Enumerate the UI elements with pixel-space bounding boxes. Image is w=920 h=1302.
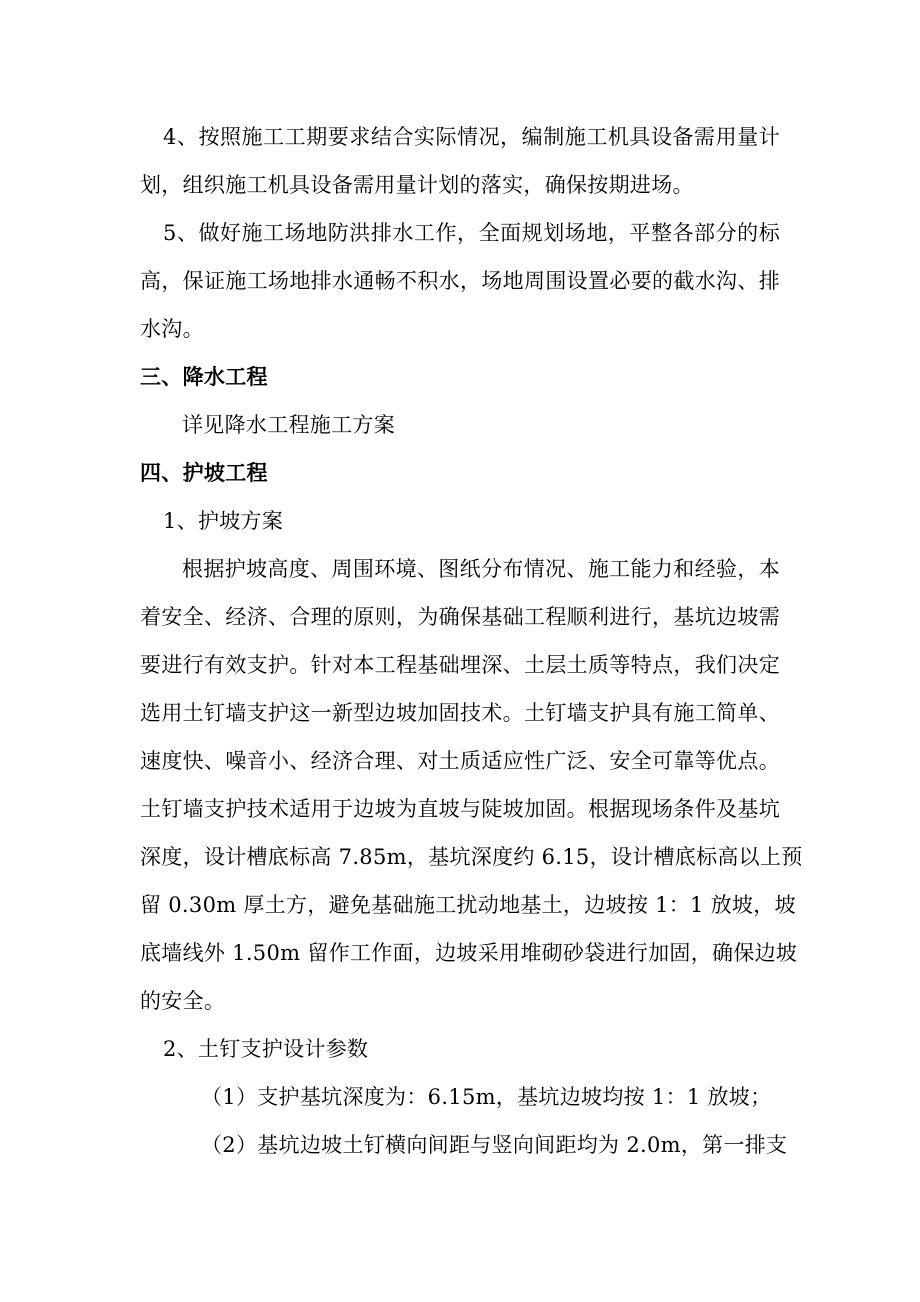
slope-plan-line-5: 速度快、噪音小、经济合理、对土质适应性广泛、安全可靠等优点。 (140, 749, 780, 773)
paragraph-5-line-3: 水沟。 (140, 317, 204, 341)
slope-plan-line-8: 留 0.30m 厚土方，避免基础施工扰动地基土，边坡按 1：1 放坡，坡 (140, 893, 796, 917)
dewatering-reference: 详见降水工程施工方案 (182, 413, 395, 437)
slope-plan-line-1: 根据护坡高度、周围环境、图纸分布情况、施工能力和经验，本 (182, 557, 780, 581)
slope-plan-line-9: 底墙线外 1.50m 留作工作面，边坡采用堆砌砂袋进行加固，确保边坡 (140, 941, 798, 965)
section-heading-slope-protection: 四、护坡工程 (140, 460, 268, 485)
paragraph-4-line-2: 划，组织施工机具设备需用量计划的落实，确保按期进场。 (140, 173, 694, 197)
slope-plan-line-2: 着安全、经济、合理的原则，为确保基础工程顺利进行，基坑边坡需 (140, 605, 780, 629)
param-item-2: （2）基坑边坡土钉横向间距与竖向间距均为 2.0m，第一排支 (201, 1133, 788, 1157)
paragraph-5-line-1: 5、做好施工场地防洪排水工作，全面规划场地，平整各部分的标 (163, 221, 780, 245)
subheading-slope-plan: 1、护坡方案 (163, 509, 284, 533)
paragraph-4-line-1: 4、按照施工工期要求结合实际情况，编制施工机具设备需用量计 (163, 125, 780, 149)
slope-plan-line-3: 要进行有效支护。针对本工程基础埋深、土层土质等特点，我们决定 (140, 653, 780, 677)
param-item-1: （1）支护基坑深度为：6.15m，基坑边坡均按 1：1 放坡； (201, 1085, 772, 1109)
subheading-soil-nail-params: 2、土钉支护设计参数 (163, 1037, 369, 1061)
section-heading-dewatering: 三、降水工程 (140, 364, 268, 389)
slope-plan-line-10: 的安全。 (140, 989, 226, 1013)
paragraph-5-line-2: 高，保证施工场地排水通畅不积水，场地周围设置必要的截水沟、排 (140, 269, 780, 293)
slope-plan-line-4: 选用土钉墙支护这一新型边坡加固技术。土钉墙支护具有施工简单、 (140, 701, 780, 725)
slope-plan-line-6: 土钉墙支护技术适用于边坡为直坡与陡坡加固。根据现场条件及基坑 (140, 797, 780, 821)
slope-plan-line-7: 深度，设计槽底标高 7.85m，基坑深度约 6.15，设计槽底标高以上预 (140, 845, 803, 869)
